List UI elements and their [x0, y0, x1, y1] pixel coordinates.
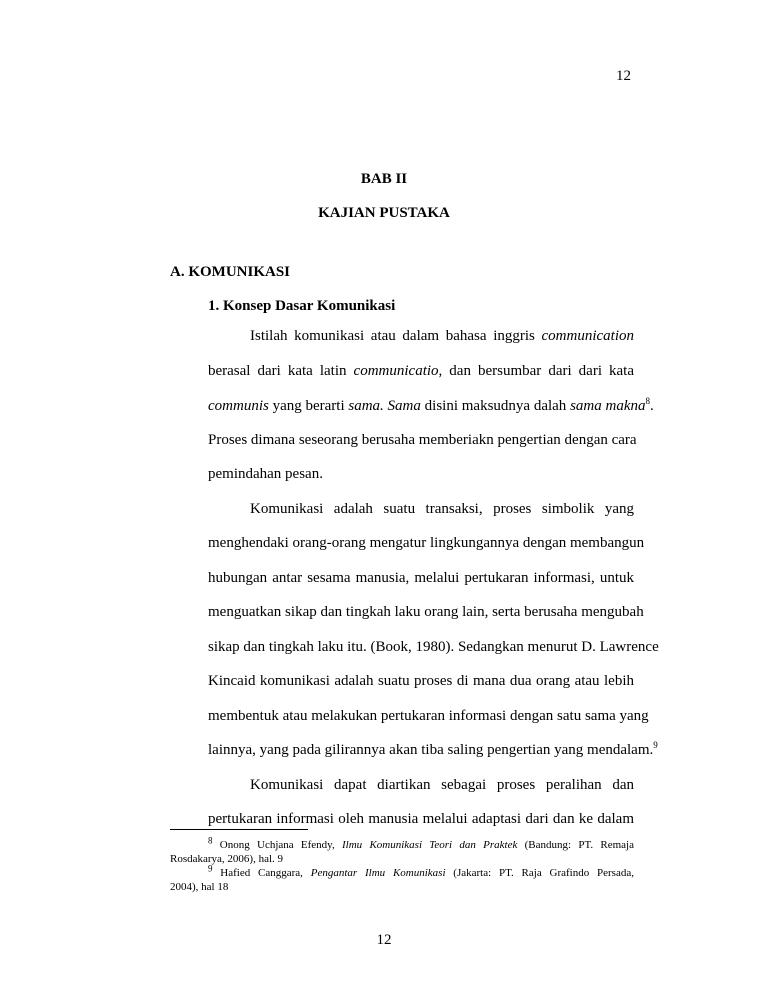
paragraph-2-line-7: membentuk atau melakukan pertukaran informasi dengan satu sama yang — [208, 708, 649, 724]
chapter-title: KAJIAN PUSTAKA — [318, 205, 450, 221]
footnote-9-line-2: 2004), hal 18 — [170, 881, 229, 893]
paragraph-3-line-2: pertukaran informasi oleh manusia melalui adaptasi dari dan ke dalam — [208, 811, 634, 827]
footnote-8-line-1: $^8$ Onong Uchjana Efendy, Ilmu Komunikasi Teori dan Praktek (Bandung: PT. Remaja — [208, 835, 634, 851]
paragraph-2-line-2: menghendaki orang-orang mengatur lingkungannya dengan membangun — [208, 535, 645, 551]
paragraph-1-line-5: pemindahan pesan. — [208, 466, 323, 482]
page-number-top: 12 — [616, 68, 631, 84]
paragraph-2-line-8: lainnya, yang pada gilirannya akan tiba saling pengertian yang mendalam.$^9$ — [208, 740, 658, 758]
subsection-heading: 1. Konsep Dasar Komunikasi — [208, 298, 396, 314]
paragraph-2-line-5: sikap dan tingkah laku itu. (Book, 1980). Sedangkan menurut D. Lawrence — [208, 639, 659, 655]
paragraph-3-line-1: Komunikasi dapat diartikan sebagai proses peralihan dan — [250, 777, 634, 793]
paragraph-1-line-3: communis yang berarti sama. Sama disini maksudnya dalah sama makna$^8$. — [208, 396, 654, 414]
paragraph-2-line-1: Komunikasi adalah suatu transaksi, proses simbolik yang — [250, 501, 634, 517]
page-number-bottom: 12 — [376, 932, 392, 948]
footnote-divider — [170, 829, 308, 830]
footnote-8-line-2: Rosdakarya, 2006), hal. 9 — [170, 853, 284, 865]
paragraph-1-line-2: berasal dari kata latin communicatio, dan bersumbar dari dari kata — [208, 363, 635, 379]
paragraph-1-line-4: Proses dimana seseorang berusaha memberiakn pengertian dengan cara — [208, 432, 637, 448]
paragraph-2-line-4: menguatkan sikap dan tingkah laku orang lain, serta berusaha mengubah — [208, 604, 644, 620]
paragraph-1-line-1: Istilah komunikasi atau dalam bahasa inggris communication — [250, 328, 634, 344]
chapter-heading: BAB II — [360, 171, 408, 187]
footnote-9-line-1: $^9$ Hafied Canggara, Pengantar Ilmu Komunikasi (Jakarta: PT. Raja Grafindo Persada, — [208, 863, 634, 879]
paragraph-2-line-6: Kincaid komunikasi adalah suatu proses di mana dua orang atau lebih — [208, 673, 634, 689]
section-heading: A. KOMUNIKASI — [170, 264, 291, 280]
paragraph-2-line-3: hubungan antar sesama manusia, melalui pertukaran informasi, untuk — [208, 570, 634, 586]
